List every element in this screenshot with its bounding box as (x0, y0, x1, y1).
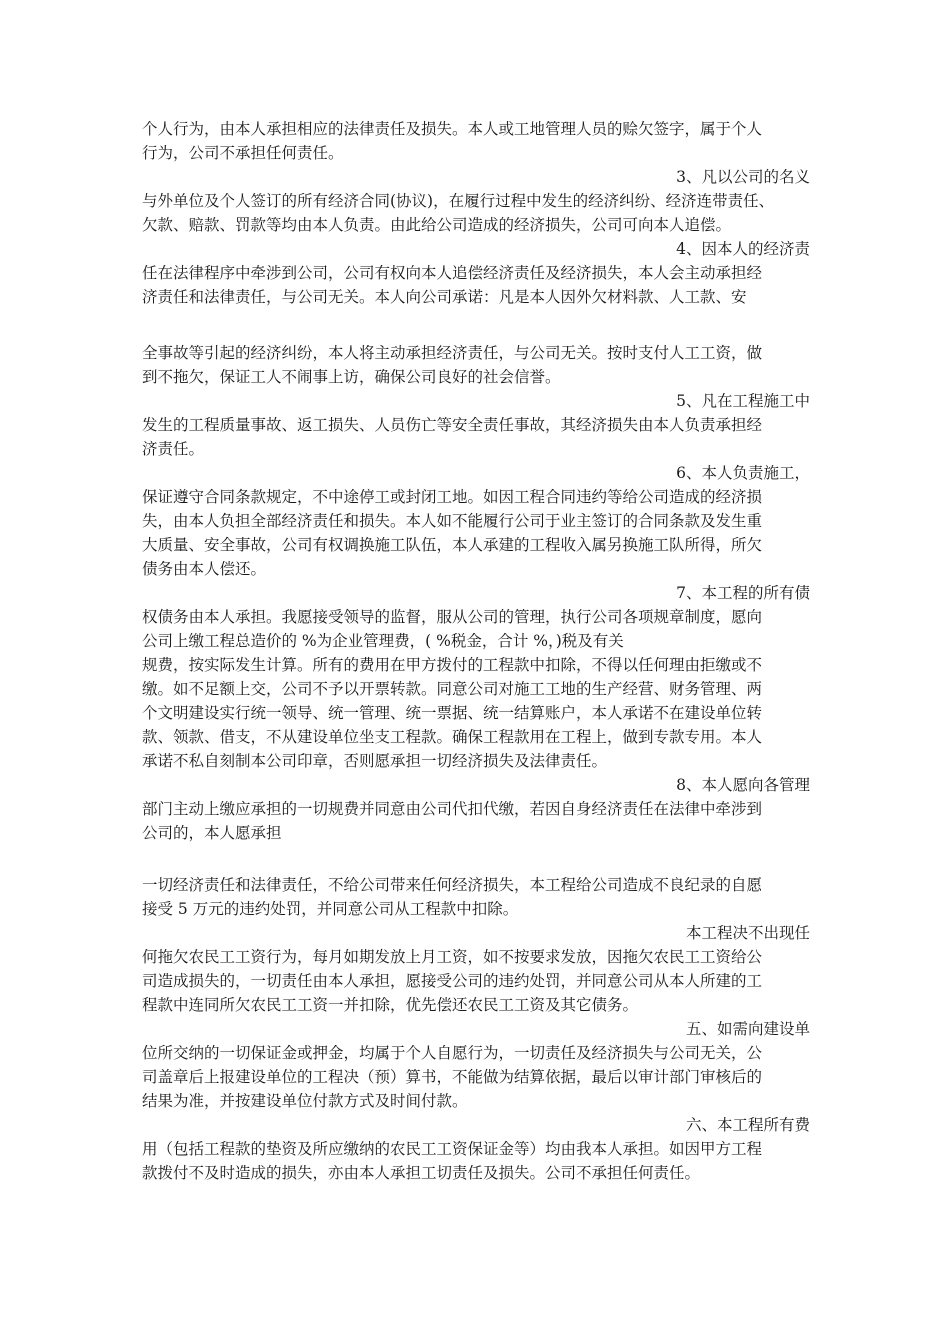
text-line: 何拖欠农民工工资行为，每月如期发放上月工资，如不按要求发放，因拖欠农民工工资给公 (142, 948, 763, 966)
clause-heading-8: 8、本人愿向各管理 (676, 776, 810, 794)
text-line: 与外单位及个人签订的所有经济合同(协议)，在履行过程中发生的经济纠纷、经济连带责任、 (142, 192, 775, 210)
text-line: 大质量、安全事故，公司有权调换施工队伍，本人承建的工程收入属另换施工队所得，所欠 (142, 536, 763, 554)
text-line: 行为，公司不承担任何责任。 (142, 144, 344, 162)
text-line: 任在法律程序中牵涉到公司，公司有权向本人追偿经济责任及经济损失，本人会主动承担经 (142, 264, 763, 282)
text-line: 发生的工程质量事故、返工损失、人员伤亡等安全责任事故，其经济损失由本人负责承担经 (142, 416, 763, 434)
clause-heading-6: 6、本人负责施工， (676, 464, 810, 482)
clause-heading-7: 7、本工程的所有债 (676, 584, 810, 602)
text-line: 失，由本人负担全部经济责任和损失。本人如不能履行公司于业主签订的合同条款及发生重 (142, 512, 763, 530)
text-line: 用（包括工程款的垫资及所应缴纳的农民工工资保证金等）均由我本人承担。如因甲方工程 (142, 1140, 763, 1158)
section-heading-5: 五、如需向建设单 (685, 1020, 810, 1038)
text-line: 位所交纳的一切保证金或押金，均属于个人自愿行为，一切责任及经济损失与公司无关，公 (142, 1044, 763, 1062)
text-line: 缴。如不足额上交，公司不予以开票转款。同意公司对施工工地的生产经营、财务管理、两 (142, 680, 763, 698)
clause-heading-wages: 本工程决不出现任 (685, 924, 810, 942)
text-line: 司盖章后上报建设单位的工程决（预）算书，不能做为结算依据，最后以审计部门审核后的 (142, 1068, 763, 1086)
text-line: 规费，按实际发生计算。所有的费用在甲方拨付的工程款中扣除，不得以任何理由拒缴或不 (142, 656, 763, 674)
text-line: 一切经济责任和法律责任，不给公司带来任何经济损失，本工程给公司造成不良纪录的自愿 (142, 876, 763, 894)
text-line: 个人行为，由本人承担相应的法律责任及损失。本人或工地管理人员的赊欠签字，属于个人 (142, 120, 763, 138)
text-line: 济责任。 (142, 440, 205, 458)
text-line: 个文明建设实行统一领导、统一管理、统一票据、统一结算账户，本人承诺不在建设单位转 (142, 704, 763, 722)
text-line: 欠款、赔款、罚款等均由本人负责。由此给公司造成的经济损失，公司可向本人追偿。 (142, 216, 732, 234)
text-line: 公司的，本人愿承担 (142, 824, 282, 842)
text-line: 司造成损失的，一切责任由本人承担，愿接受公司的违约处罚，并同意公司从本人所建的工 (142, 972, 763, 990)
text-line: 全事故等引起的经济纠纷，本人将主动承担经济责任，与公司无关。按时支付人工工资，做 (142, 344, 763, 362)
clause-heading-4: 4、因本人的经济责 (676, 240, 810, 258)
text-line: 结果为准，并按建设单位付款方式及时间付款。 (142, 1092, 468, 1110)
text-line: 接受 5 万元的违约处罚，并同意公司从工程款中扣除。 (142, 900, 519, 918)
text-line: 权债务由本人承担。我愿接受领导的监督，服从公司的管理，执行公司各项规章制度，愿向 (142, 608, 763, 626)
clause-heading-5: 5、凡在工程施工中 (676, 392, 810, 410)
text-line: 公司上缴工程总造价的 %为企业管理费，( %税金，合计 %，)税及有关 (142, 632, 624, 650)
text-line: 款、领款、借支，不从建设单位坐支工程款。确保工程款用在工程上，做到专款专用。本人 (142, 728, 763, 746)
text-line: 程款中连同所欠农民工工资一并扣除，优先偿还农民工工资及其它债务。 (142, 996, 639, 1014)
text-line: 款拨付不及时造成的损失，亦由本人承担工切责任及损失。公司不承担任何责任。 (142, 1164, 701, 1182)
text-line: 承诺不私自刻制本公司印章，否则愿承担一切经济损失及法律责任。 (142, 752, 608, 770)
clause-heading-3: 3、凡以公司的名义 (676, 168, 810, 186)
text-line: 债务由本人偿还。 (142, 560, 267, 578)
text-line: 部门主动上缴应承担的一切规费并同意由公司代扣代缴，若因自身经济责任在法律中牵涉到 (142, 800, 763, 818)
text-line: 到不拖欠，保证工人不闹事上访，确保公司良好的社会信誉。 (142, 368, 561, 386)
text-line: 济责任和法律责任，与公司无关。本人向公司承诺：凡是本人因外欠材料款、人工款、安 (142, 288, 747, 306)
text-line: 保证遵守合同条款规定，不中途停工或封闭工地。如因工程合同违约等给公司造成的经济损 (142, 488, 763, 506)
section-heading-6: 六、本工程所有费 (685, 1116, 810, 1134)
